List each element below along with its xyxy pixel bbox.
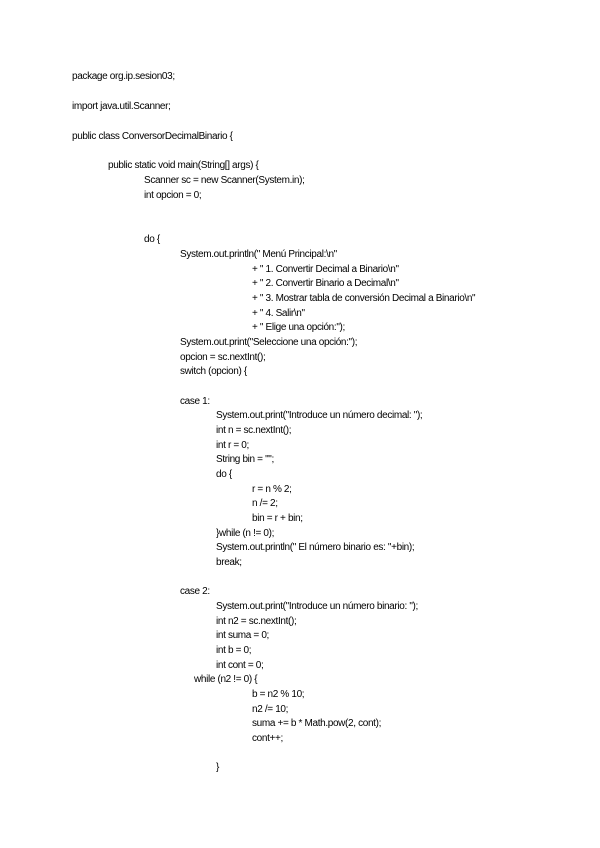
code-line: System.out.print("Introduce un número binario: "); (216, 601, 418, 612)
code-line: opcion = sc.nextInt(); (180, 352, 266, 363)
code-line: r = n % 2; (252, 484, 292, 495)
code-line: public static void main(String[] args) { (108, 160, 259, 171)
code-line: System.out.print("Seleccione una opción:"); (180, 337, 358, 348)
code-line: int cont = 0; (216, 660, 264, 671)
code-line: Scanner sc = new Scanner(System.in); (144, 175, 305, 186)
code-line: int n = sc.nextInt(); (216, 425, 292, 436)
code-line: + " 2. Convertir Binario a Decimal\n" (252, 278, 399, 289)
code-line: int r = 0; (216, 440, 249, 451)
code-line: int opcion = 0; (144, 190, 202, 201)
code-line: suma += b * Math.pow(2, cont); (252, 718, 382, 729)
code-line: n2 /= 10; (252, 704, 289, 715)
code-line: + " 3. Mostrar tabla de conversión Decimal a Binario\n" (252, 293, 476, 304)
code-line: b = n2 % 10; (252, 689, 305, 700)
code-line: break; (216, 557, 242, 568)
code-line: int n2 = sc.nextInt(); (216, 616, 297, 627)
code-line: System.out.print("Introduce un número decimal: "); (216, 410, 423, 421)
code-line: }while (n != 0); (216, 528, 275, 539)
code-line: do { (144, 234, 160, 245)
code-line: System.out.println(" El número binario es: "+bin); (216, 542, 415, 553)
code-line: case 1: (180, 396, 210, 407)
code-line: } (216, 762, 219, 773)
code-line: System.out.println(" Menú Principal:\n" (180, 249, 337, 260)
code-line: + " Elige una opción:"); (252, 322, 345, 333)
code-line: import java.util.Scanner; (72, 101, 171, 112)
code-line: while (n2 != 0) { (194, 674, 258, 685)
code-line: public class ConversorDecimalBinario { (72, 131, 233, 142)
code-line: switch (opcion) { (180, 366, 247, 377)
code-line: bin = r + bin; (252, 513, 303, 524)
code-line: n /= 2; (252, 498, 278, 509)
code-line: do { (216, 469, 232, 480)
code-line: int b = 0; (216, 645, 252, 656)
code-line: + " 4. Salir\n" (252, 308, 305, 319)
code-line: package org.ip.sesion03; (72, 71, 175, 82)
code-line: int suma = 0; (216, 630, 269, 641)
code-line: + " 1. Convertir Decimal a Binario\n" (252, 264, 399, 275)
code-line: String bin = ""; (216, 454, 274, 465)
code-line: case 2: (180, 586, 210, 597)
code-line: cont++; (252, 733, 283, 744)
